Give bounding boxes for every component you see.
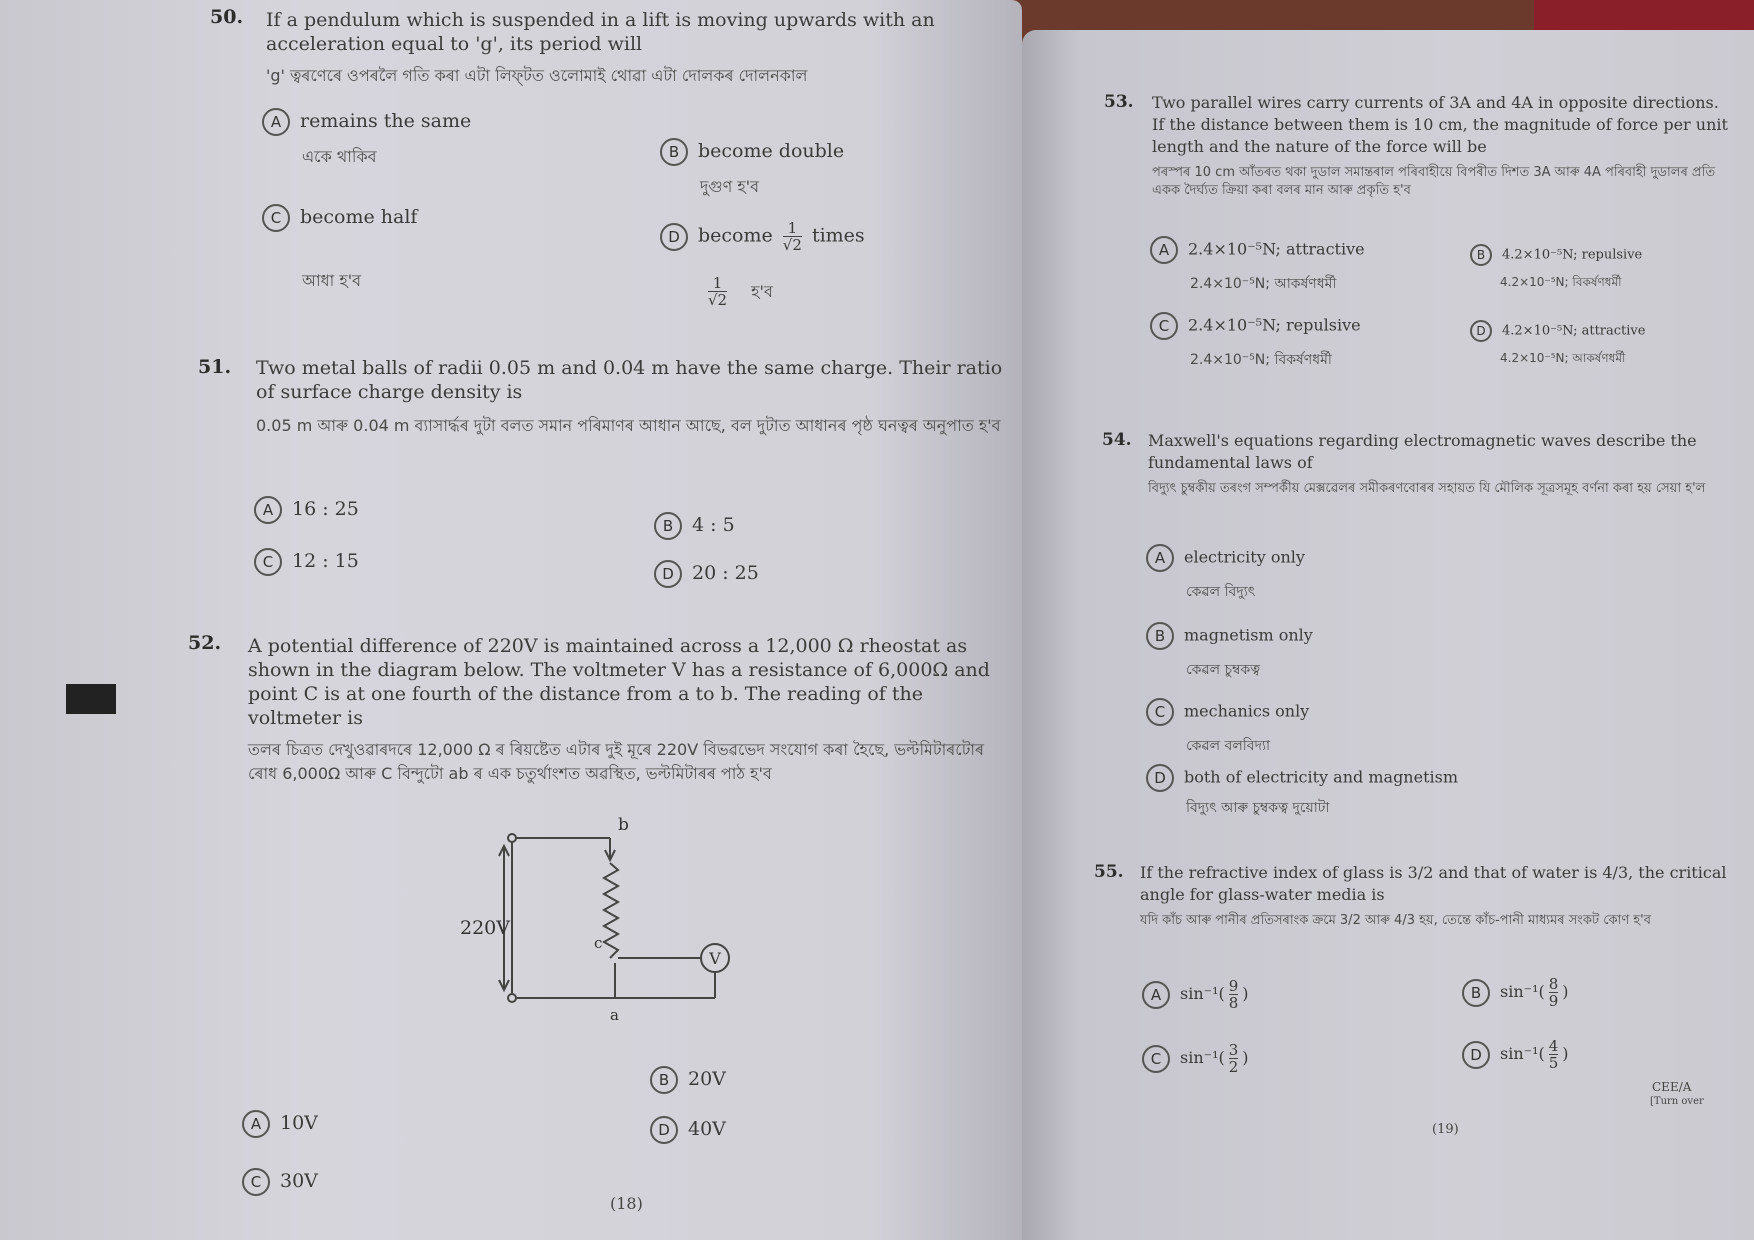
option-text-assamese: হ'ব xyxy=(751,281,773,301)
option-text-assamese: 2.4×10⁻⁵N; বিকৰ্ষণধৰ্মী xyxy=(1190,352,1332,368)
point-b-label: b xyxy=(618,815,629,835)
option-text: 12 : 15 xyxy=(292,550,359,572)
question-54 xyxy=(1148,430,1728,498)
option-text-assamese: আধা হ'ব xyxy=(302,271,362,290)
option-function: sin⁻¹ xyxy=(1180,984,1219,1003)
option-c[interactable] xyxy=(1150,312,1361,372)
option-bubble[interactable]: C xyxy=(262,204,290,232)
option-function: sin⁻¹ xyxy=(1180,1048,1219,1067)
option-text: 2.4×10⁻⁵N; attractive xyxy=(1188,239,1365,259)
option-bubble[interactable]: C xyxy=(1150,312,1178,340)
option-text-assamese-row xyxy=(704,275,865,308)
option-text: both of electricity and magnetism xyxy=(1184,767,1459,787)
option-c[interactable] xyxy=(1146,698,1309,758)
option-bubble[interactable]: D xyxy=(1146,764,1174,792)
option-text: mechanics only xyxy=(1184,701,1310,721)
option-b[interactable] xyxy=(1146,622,1313,682)
question-number: 50. xyxy=(210,6,244,28)
option-bubble[interactable]: A xyxy=(242,1110,270,1138)
option-function: sin⁻¹ xyxy=(1500,982,1539,1001)
option-bubble[interactable]: B xyxy=(654,512,682,540)
option-bubble[interactable]: D xyxy=(654,560,682,588)
option-a[interactable] xyxy=(254,496,359,524)
question-number: 51. xyxy=(198,356,232,378)
option-text: electricity only xyxy=(1184,547,1305,567)
voltmeter-label: V xyxy=(709,949,721,968)
page-number: (18) xyxy=(610,1194,643,1213)
option-text-assamese: 4.2×10⁻⁵N; আকৰ্ষণধৰ্মী xyxy=(1500,351,1626,365)
option-text: 2.4×10⁻⁵N; repulsive xyxy=(1188,315,1361,335)
option-bubble[interactable]: C xyxy=(1146,698,1174,726)
option-bubble[interactable]: B xyxy=(1470,244,1492,266)
option-text: remains the same xyxy=(300,110,472,132)
question-text: Two metal balls of radii 0.05 m and 0.04 m have the same charge. Their ratio of surface charge density is xyxy=(256,357,1003,403)
fraction: $\frac{3}{2}$ xyxy=(1228,1041,1239,1076)
option-d[interactable] xyxy=(1470,320,1645,370)
option-a[interactable]: A sin⁻¹( $\frac{9}{8}$ ) xyxy=(1142,978,1249,1011)
option-bubble[interactable]: B xyxy=(660,138,688,166)
fraction: $\frac{9}{8}$ xyxy=(1228,977,1239,1012)
option-bubble[interactable]: C xyxy=(1142,1045,1170,1073)
option-bubble[interactable]: B xyxy=(1462,979,1490,1007)
question-number: 54. xyxy=(1102,430,1132,450)
option-text: become xyxy=(698,224,773,247)
alignment-marker xyxy=(66,684,116,714)
turn-over-label: [Turn over xyxy=(1650,1096,1704,1107)
option-text-assamese: 4.2×10⁻⁵N; বিকৰ্ষণধৰ্মী xyxy=(1500,275,1622,289)
option-text-assamese: 2.4×10⁻⁵N; আকৰ্ষণধৰ্মী xyxy=(1190,276,1337,292)
option-a[interactable] xyxy=(242,1110,318,1138)
rheostat-coil xyxy=(604,863,618,958)
option-bubble[interactable]: B xyxy=(1146,622,1174,650)
option-text-suffix: times xyxy=(811,224,865,247)
option-text: 40V xyxy=(688,1118,726,1140)
question-text-assamese: 0.05 m আৰু 0.04 m ব্যাসাৰ্দ্ধৰ দুটা বলত সমান পৰিমাণৰ আধান আছে, বল দুটাত আধানৰ পৃষ্ঠ ঘনত্বৰ অনুপাত হ'ব xyxy=(256,416,1001,435)
option-d[interactable]: D sin⁻¹( $\frac{4}{5}$ ) xyxy=(1462,1038,1569,1071)
question-text-assamese: বিদ্যুৎ চুম্বকীয় তৰংগ সম্পৰ্কীয় মেক্সৱেলৰ সমীকৰণবোৰৰ সহায়ত যি মৌলিক সূত্ৰসমূহ বৰ্ণনা কৰা হয় সেয়া হ'ল xyxy=(1148,481,1706,496)
page-number: (19) xyxy=(1432,1122,1459,1137)
option-bubble[interactable]: B xyxy=(650,1066,678,1094)
option-b[interactable] xyxy=(650,1066,726,1094)
option-b[interactable]: B sin⁻¹( $\frac{8}{9}$ ) xyxy=(1462,976,1569,1009)
option-d[interactable] xyxy=(1146,764,1458,820)
option-text-assamese: বিদ্যুৎ আৰু চুম্বকত্ব দুয়োটা xyxy=(1186,800,1330,816)
fraction: $\frac{1}{√2}$ xyxy=(708,274,728,309)
option-text: become half xyxy=(300,206,418,228)
option-text-assamese: কেৱল বিদ্যুৎ xyxy=(1186,584,1256,600)
option-text: 4.2×10⁻⁵N; repulsive xyxy=(1502,247,1643,263)
question-number: 55. xyxy=(1094,862,1124,882)
fraction: $\frac{4}{5}$ xyxy=(1548,1037,1559,1072)
question-text: If a pendulum which is suspended in a lift is moving upwards with an acceleration equal to 'g', its period will xyxy=(266,9,935,55)
option-bubble[interactable]: A xyxy=(254,496,282,524)
option-d[interactable] xyxy=(654,560,759,588)
fraction: $\frac{8}{9}$ xyxy=(1548,975,1559,1010)
footer-code: CEE/A xyxy=(1652,1080,1692,1094)
option-bubble[interactable]: D xyxy=(660,223,688,251)
option-bubble[interactable]: C xyxy=(242,1168,270,1196)
option-d[interactable] xyxy=(660,220,865,308)
option-bubble[interactable]: D xyxy=(650,1116,678,1144)
fraction: $\frac{1}{√2}$ xyxy=(782,219,802,254)
question-text-assamese: যদি কাঁচ আৰু পানীৰ প্ৰতিসৰাংক ক্ৰমে 3/2 আৰু 4/3 হয়, তেন্তে কাঁচ-পানী মাধ্যমৰ সংকট কোণ হ'ব xyxy=(1140,913,1651,928)
question-52 xyxy=(248,634,1004,786)
question-50 xyxy=(266,8,1006,88)
voltage-label: 220V xyxy=(460,917,510,939)
option-text-assamese: কেৱল বলবিদ্যা xyxy=(1186,738,1271,754)
right-page xyxy=(1022,30,1754,1240)
option-b[interactable] xyxy=(654,512,735,540)
question-text: A potential difference of 220V is maintained across a 12,000 Ω rheostat as shown in the diagram below. The voltmeter V has a resistance of 6,000Ω and point C is at one fourth of the distance from a to b. The reading of the voltmeter is xyxy=(248,635,990,729)
terminal-node xyxy=(508,834,516,842)
option-bubble[interactable]: A xyxy=(262,108,290,136)
option-c[interactable] xyxy=(242,1168,318,1196)
terminal-node xyxy=(508,994,516,1002)
option-c[interactable] xyxy=(254,548,359,576)
question-51 xyxy=(256,356,1006,438)
point-c-label: c xyxy=(594,934,603,952)
option-a[interactable] xyxy=(262,108,471,171)
option-function: sin⁻¹ xyxy=(1500,1044,1539,1063)
question-number: 52. xyxy=(188,632,222,654)
option-text: magnetism only xyxy=(1184,625,1313,645)
option-text: 10V xyxy=(280,1112,318,1134)
option-text-assamese: কেৱল চুম্বকত্ব xyxy=(1186,662,1261,678)
option-text: 4.2×10⁻⁵N; attractive xyxy=(1502,323,1646,339)
option-bubble[interactable]: D xyxy=(1470,320,1492,342)
option-text: 30V xyxy=(280,1170,318,1192)
circuit-diagram xyxy=(460,808,750,1028)
option-b[interactable] xyxy=(660,138,844,201)
question-text: Maxwell's equations regarding electromagnetic waves describe the fundamental laws of xyxy=(1148,431,1697,472)
option-text: 16 : 25 xyxy=(292,498,359,520)
option-text: 4 : 5 xyxy=(692,514,735,536)
option-d[interactable] xyxy=(650,1116,726,1144)
option-text: 20 : 25 xyxy=(692,562,759,584)
option-c[interactable]: C sin⁻¹( $\frac{3}{2}$ ) xyxy=(1142,1042,1249,1075)
option-b[interactable] xyxy=(1470,244,1642,294)
option-bubble[interactable]: A xyxy=(1150,236,1178,264)
option-text-assamese: একে থাকিব xyxy=(302,147,377,166)
question-text-assamese: 'g' ত্বৰণেৰে ওপৰলৈ গতি কৰা এটা লিফ্‌টত ওলোমাই থোৱা এটা দোলকৰ দোলনকাল xyxy=(266,66,808,85)
question-text-assamese: পৰস্পৰ 10 cm আঁতৰত থকা দুডাল সমান্তৰাল পৰিবাহীয়ে বিপৰীত দিশত 3A আৰু 4A পৰিবাহী দুডালৰ প্ৰতি একক দৈৰ্ঘ্যত ক্ৰিয়া কৰা বলৰ মান আৰু প্ৰকৃতি হ'ব xyxy=(1152,165,1716,198)
point-a-label: a xyxy=(610,1006,619,1024)
question-53 xyxy=(1152,92,1732,200)
question-text: If the refractive index of glass is 3/2 and that of water is 4/3, the critical angle for glass-water media is xyxy=(1140,863,1727,904)
option-a[interactable] xyxy=(1150,236,1365,296)
question-number: 53. xyxy=(1104,92,1134,112)
question-text: Two parallel wires carry currents of 3A and 4A in opposite directions. If the distance between them is 10 cm, the magnitude of force per unit length and the nature of the force will be xyxy=(1152,93,1728,156)
option-bubble[interactable]: A xyxy=(1146,544,1174,572)
option-a[interactable] xyxy=(1146,544,1305,604)
option-bubble[interactable]: A xyxy=(1142,981,1170,1009)
option-text-assamese: দুগুণ হ'ব xyxy=(700,177,760,196)
option-c[interactable] xyxy=(262,204,417,295)
option-text: 20V xyxy=(688,1068,726,1090)
question-text-assamese: তলৰ চিত্ৰত দেখুওৱাৰদৰে 12,000 Ω ৰ ৰিয়ষ্টেত এটাৰ দুই মূৰে 220V বিভৱভেদ সংযোগ কৰা হৈছে, ভল্টমিটাৰটোৰ ৰোধ 6,000Ω আৰু C বিন্দুটো ab ৰ এক চতুৰ্থাংশত অৱস্থিত, ভল্টমিটাৰৰ পাঠ হ'ব xyxy=(248,740,985,783)
option-text: become double xyxy=(698,140,845,162)
option-bubble[interactable]: D xyxy=(1462,1041,1490,1069)
question-55 xyxy=(1140,862,1730,930)
option-bubble[interactable]: C xyxy=(254,548,282,576)
